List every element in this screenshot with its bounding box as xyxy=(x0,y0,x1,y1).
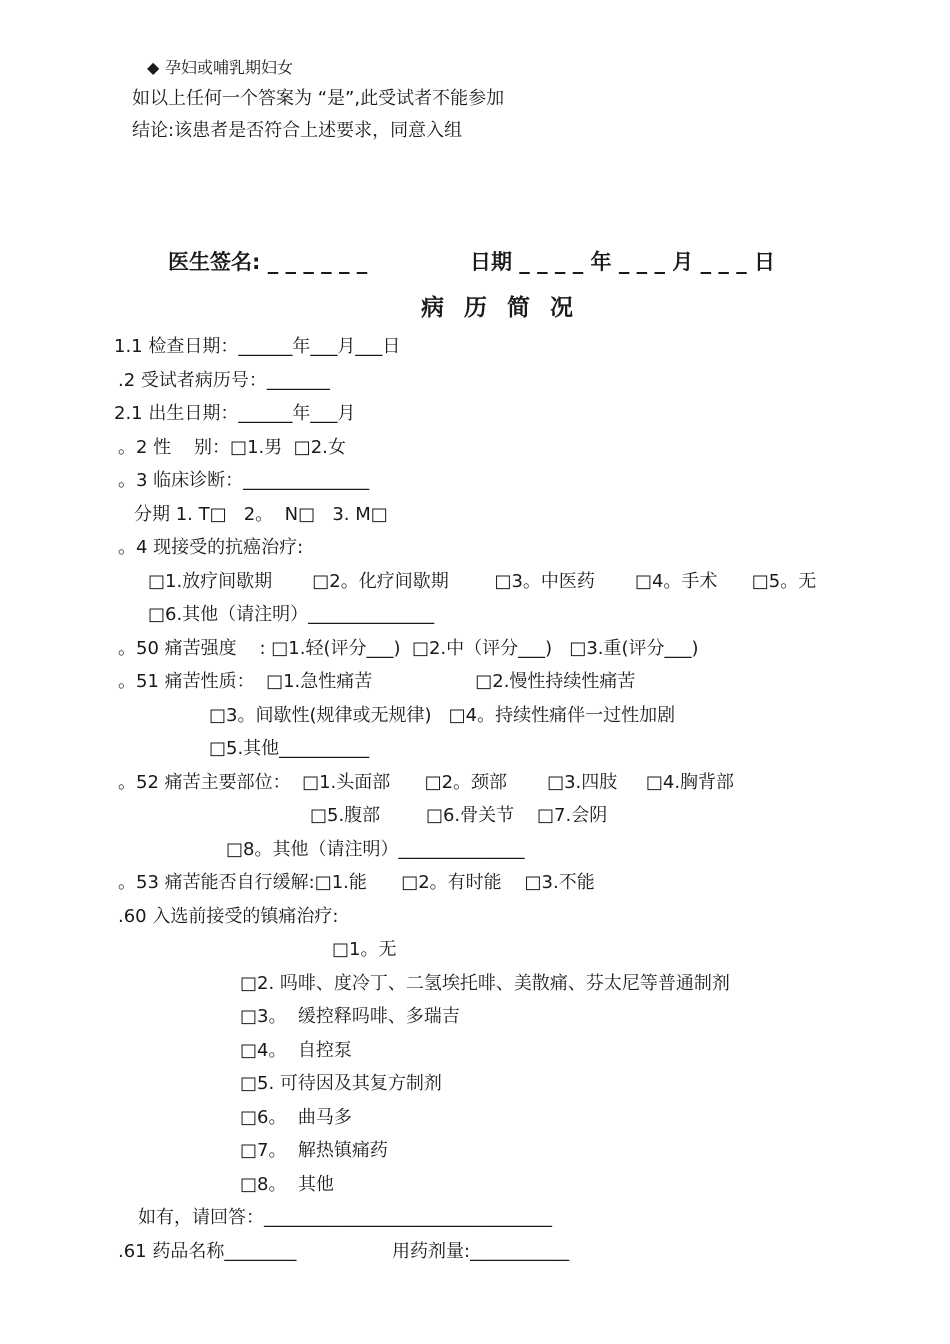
gender-row[interactable]: 。2 性 别：□1.男 □2.女 xyxy=(118,437,346,458)
drug-name-field[interactable]: .61 药品名称________ xyxy=(118,1241,297,1262)
signature-date-field[interactable]: 日期 _ _ _ _ 年 _ _ _ 月 _ _ _ 日 xyxy=(470,250,776,274)
if-yes-answer-row[interactable]: 如有，请回答：________________________________ xyxy=(138,1207,552,1228)
anticancer-other-row[interactable]: □6.其他（请注明）______________ xyxy=(148,604,435,625)
anticancer-treatment-label: 。4 现接受的抗癌治疗: xyxy=(118,537,304,558)
drug-dose-field[interactable]: 用药剂量:___________ xyxy=(392,1241,570,1262)
pain-location-other[interactable]: □8。其他（请注明）______________ xyxy=(226,839,525,860)
analgesic-option-2[interactable]: □2. 吗啡、度冷丁、二氢埃托啡、美散痛、芬太尼等普通制剂 xyxy=(240,973,730,994)
birth-date-row[interactable]: 2.1 出生日期：______年___月 xyxy=(114,403,356,424)
page-title: 病 历 简 况 xyxy=(421,295,580,321)
diagnosis-row[interactable]: 。3 临床诊断：______________ xyxy=(118,470,370,491)
pain-intensity-row[interactable]: 。50 痛苦强度 : □1.轻(评分___) □2.中（评分___) □3.重(评分___) xyxy=(118,638,699,659)
analgesic-option-5[interactable]: □5. 可待因及其复方制剂 xyxy=(240,1073,442,1094)
pain-location-row[interactable]: 。52 痛苦主要部位： □1.头面部 □2。颈部 □3.四肢 □4.胸背部 xyxy=(118,772,735,793)
pain-nature-other[interactable]: □5.其他__________ xyxy=(209,738,370,759)
analgesic-option-7[interactable]: □7。 解热镇痛药 xyxy=(240,1140,388,1161)
staging-row[interactable]: 分期 1. T□ 2。 N□ 3. M□ xyxy=(134,504,388,525)
doctor-signature-field[interactable]: 医生签名: _ _ _ _ _ _ xyxy=(168,250,368,274)
analgesic-option-4[interactable]: □4。 自控泵 xyxy=(240,1040,352,1061)
pain-location-row-2[interactable]: □5.腹部 □6.骨关节 □7.会阴 xyxy=(310,805,608,826)
analgesic-option-3[interactable]: □3。 缓控释吗啡、多瑞吉 xyxy=(240,1006,460,1027)
pain-nature-row[interactable]: 。51 痛苦性质： □1.急性痛苦 □2.慢性持续性痛苦 xyxy=(118,671,636,692)
prior-analgesic-label: .60 入选前接受的镇痛治疗: xyxy=(118,906,339,927)
intro-line-1: 孕妇或哺乳期妇女 xyxy=(165,58,294,77)
pain-nature-row-2[interactable]: □3。间歇性(规律或无规律) □4。持续性痛伴一过性加剧 xyxy=(209,705,676,726)
pain-relief-row[interactable]: 。53 痛苦能否自行缓解:□1.能 □2。有时能 □3.不能 xyxy=(118,872,595,893)
record-number-row[interactable]: .2 受试者病历号：_______ xyxy=(118,370,330,391)
analgesic-option-6[interactable]: □6。 曲马多 xyxy=(240,1107,352,1128)
exam-date-row[interactable]: 1.1 检查日期：______年___月___日 xyxy=(114,336,401,357)
intro-line-3: 结论:该患者是否符合上述要求，同意入组 xyxy=(132,120,463,141)
bullet-icon: ◆ xyxy=(147,58,160,77)
analgesic-option-8[interactable]: □8。 其他 xyxy=(240,1174,334,1195)
intro-line-2: 如以上任何一个答案为 “是”,此受试者不能参加 xyxy=(132,88,505,109)
analgesic-option-1[interactable]: □1。无 xyxy=(332,939,397,960)
anticancer-options-row[interactable]: □1.放疗间歇期 □2。化疗间歇期 □3。中医药 □4。手术 □5。无 xyxy=(148,571,817,592)
